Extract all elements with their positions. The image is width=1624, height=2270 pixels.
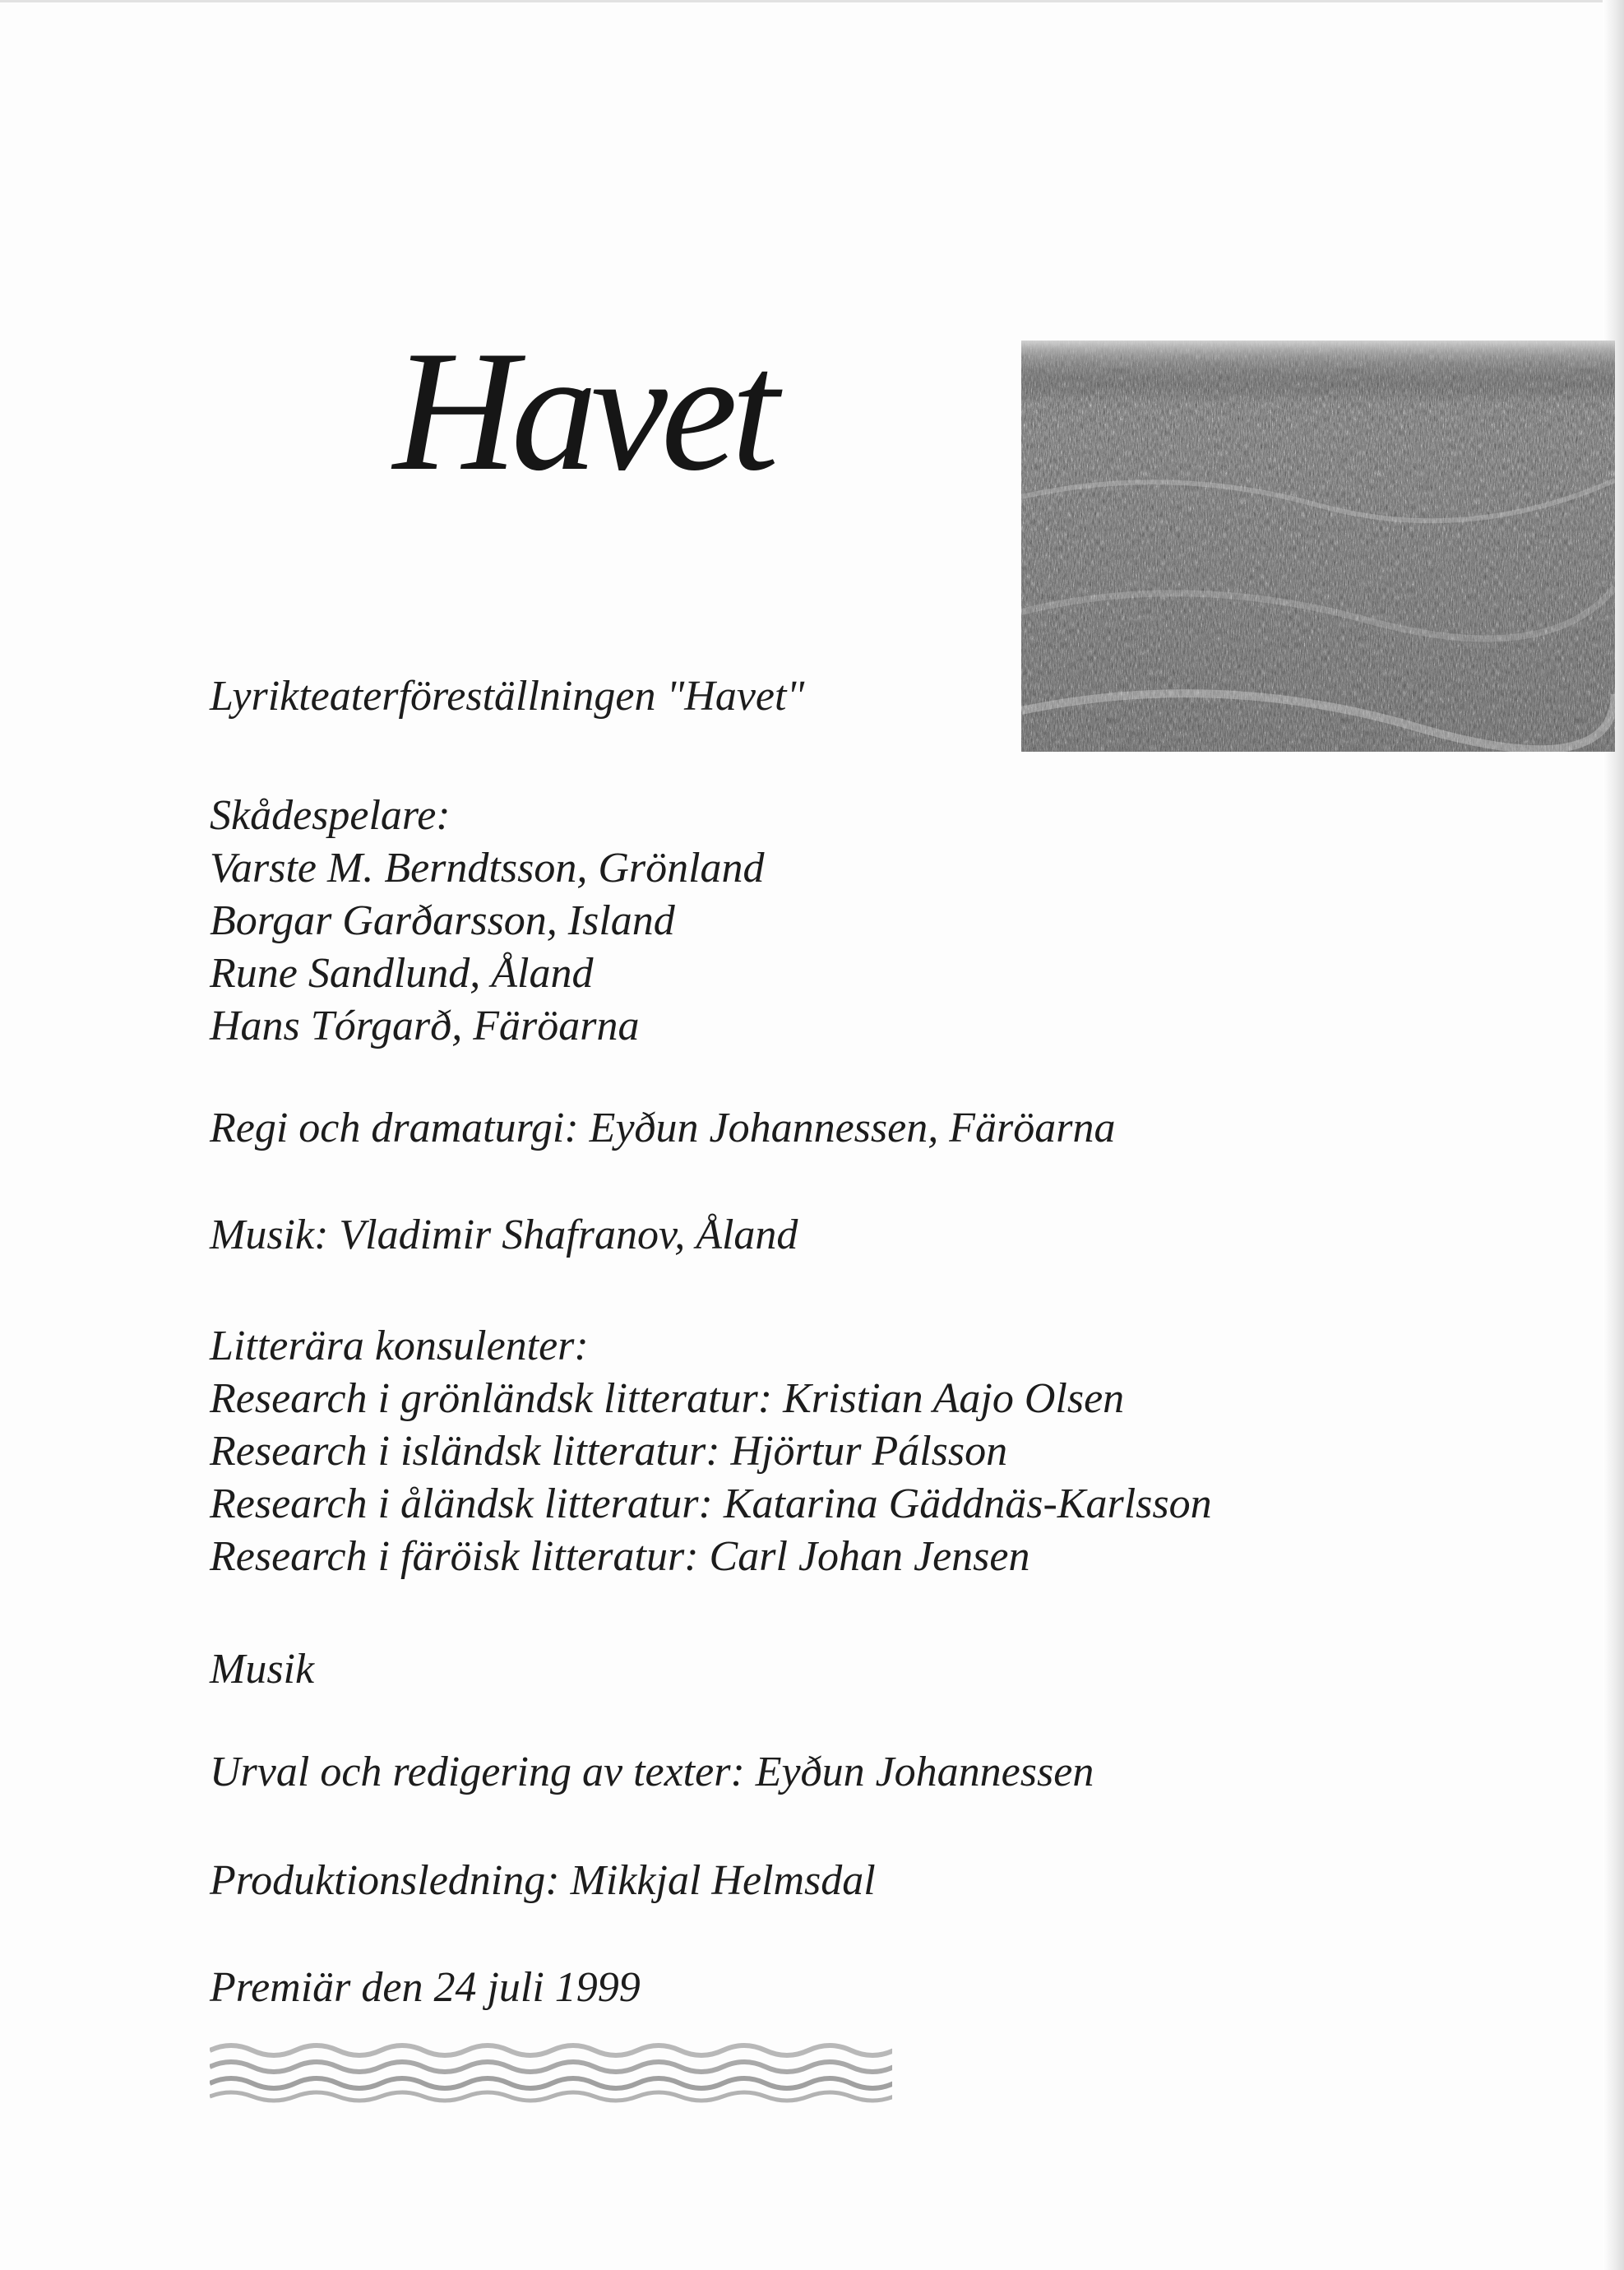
music-credit: Musik: Vladimir Shafranov, Åland (210, 1211, 798, 1258)
top-edge-line (0, 0, 1624, 2)
literary-list-item: Research i åländsk litteratur: Katarina Gäddnäs-Karlsson (210, 1480, 1212, 1527)
literary-list-item: Research i färöisk litteratur: Carl Johan Jensen (210, 1533, 1030, 1580)
title-text: Havet (393, 316, 773, 507)
actor-list-item: Borgar Garðarsson, Island (210, 897, 675, 944)
page-title (393, 316, 886, 507)
music-heading: Musik (210, 1646, 315, 1693)
direction-credit: Regi och dramaturgi: Eyðun Johannessen, Färöarna (210, 1105, 1116, 1151)
actor-list-item: Hans Tórgarð, Färöarna (210, 1003, 640, 1049)
literary-list-item: Research i grönländsk litteratur: Kristian Aajo Olsen (210, 1375, 1125, 1422)
subtitle: Lyrikteaterföreställningen "Havet" (210, 673, 805, 720)
literary-list-item: Research i isländsk litteratur: Hjörtur Pálsson (210, 1428, 1008, 1475)
actor-list-item: Rune Sandlund, Åland (210, 950, 594, 997)
production-credit: Produktionsledning: Mikkjal Helmsdal (210, 1857, 876, 1904)
selection-credit: Urval och redigering av texter: Eyðun Johannessen (210, 1749, 1094, 1795)
actor-list-item: Varste M. Berndtsson, Grönland (210, 845, 765, 892)
literary-heading: Litterära konsulenter: (210, 1323, 589, 1369)
wave-icon (210, 2036, 892, 2106)
wave-ornament (210, 2036, 892, 2106)
premiere-date: Premiär den 24 juli 1999 (210, 1964, 641, 2011)
actors-heading: Skådespelare: (210, 792, 451, 839)
